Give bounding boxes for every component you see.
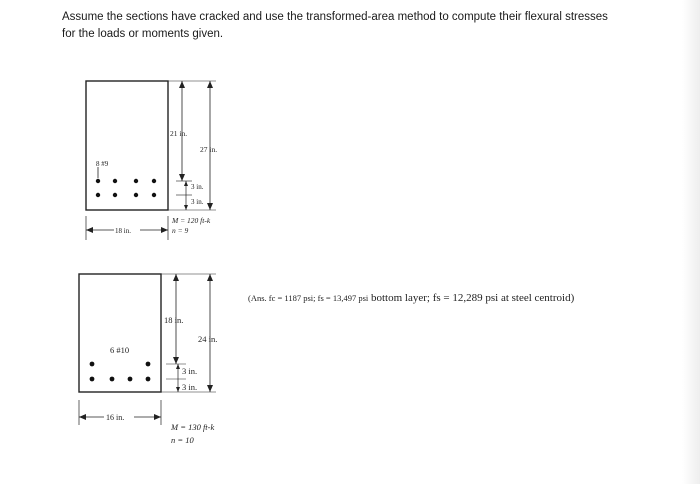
modular-ratio-2-label: n = 10 [171,435,194,445]
spacing-2-bottom-label: 3 in. [182,382,198,392]
width-2-label: 16 in. [106,413,125,422]
moment-1-label: M = 120 ft-k [172,216,211,225]
spacing-1-bottom-label: 3 in. [191,198,204,206]
rebar-row-1-bottom [96,193,156,197]
spacing-1-top-label: 3 in. [191,183,204,191]
rebar-1-label: 8 #9 [96,160,109,168]
answer-part-2: bottom layer; fs = 12,289 psi at steel centroid) [371,292,575,304]
beam-1-outline [86,81,168,210]
rebar-row-1-top [96,179,156,183]
modular-ratio-1-label: n = 9 [172,226,189,235]
moment-2-label: M = 130 ft-k [171,422,215,432]
depth-2-label: 18 in. [164,315,184,325]
spacing-2-top-label: 3 in. [182,366,198,376]
height-1-label: 27 in. [200,145,218,154]
width-1-label: 18 in. [115,227,131,235]
answer-note [248,292,574,304]
rebar-row-2-bottom [90,377,151,382]
answer-part-1: (Ans. fc = 1187 psi; fs = 13,497 psi [248,293,369,303]
problem-statement: Assume the sections have cracked and use the transformed-area method to compute their flexural stresses for the loads or moments given. [62,11,608,40]
beam-section-2 [79,274,216,425]
height-2-label: 24 in. [198,334,218,344]
rebar-row-2-top [90,362,151,367]
rebar-2-label: 6 #10 [110,345,130,355]
beam-2-outline [79,274,161,392]
depth-1-label: 21 in. [170,129,188,138]
